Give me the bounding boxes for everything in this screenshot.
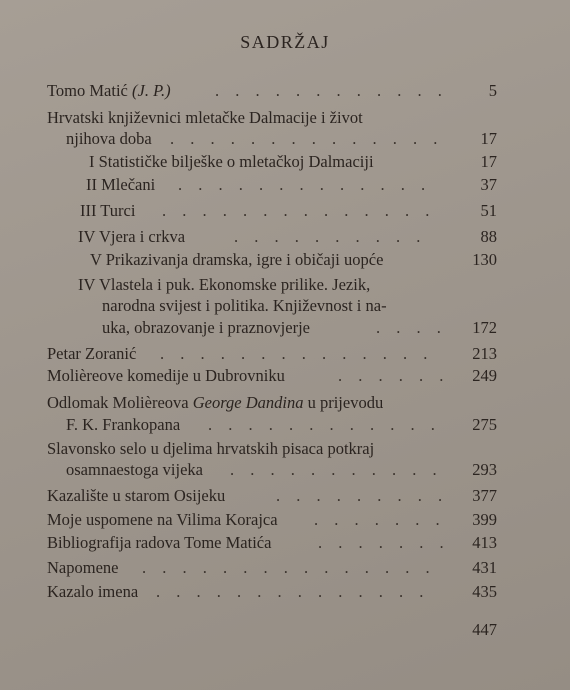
toc-page-number: 5 bbox=[488, 81, 497, 100]
toc-entry-title: Kazalište u starom Osijeku bbox=[47, 486, 226, 505]
dot-leader: . . . . . . . bbox=[318, 533, 450, 552]
toc-entry-italic-title: George Dandina bbox=[192, 393, 304, 412]
toc-entry-title: I Statističke bilješke o mletačkoj Dalmaciji bbox=[89, 152, 374, 171]
dot-leader: . . . . . . . . . . . . . . bbox=[160, 344, 434, 363]
toc-entry-title: II Mlečani bbox=[86, 175, 156, 194]
toc-entry-author: (J. P.) bbox=[132, 81, 171, 100]
toc-entry-title: IV Vlastela i puk. Ekonomske prilike. Jezik, bbox=[78, 275, 371, 294]
toc-entry-title: uka, obrazovanje i praznovjerje bbox=[102, 318, 310, 337]
toc-entry-title: Hrvatski književnici mletačke Dalmacije i život bbox=[47, 108, 363, 127]
toc-entry-title: njihova doba bbox=[66, 129, 152, 148]
toc-page-number: 17 bbox=[480, 129, 497, 148]
toc-page-number: 249 bbox=[472, 366, 497, 385]
toc-entry-title: V Prikazivanja dramska, igre i običaji uopće bbox=[90, 250, 384, 269]
dot-leader: . . . . . . . . . . . . . . bbox=[170, 129, 444, 148]
toc-entry-title-end: u prijevodu bbox=[307, 393, 384, 412]
dot-leader: . . . . . . bbox=[338, 366, 450, 385]
toc-entry-title: Kazalo imena bbox=[47, 582, 139, 601]
toc-page-number: 130 bbox=[472, 250, 497, 269]
dot-leader: . . . . . . . . . . . . bbox=[215, 81, 448, 100]
dot-leader: . . . . . . . bbox=[314, 510, 446, 529]
dot-leader: . . . . . . . . . . . . . bbox=[178, 175, 432, 194]
dot-leader: . . . . . . . . . . . . bbox=[208, 415, 441, 434]
toc-page-number: 293 bbox=[472, 460, 497, 479]
dot-leader: . . . . . . . . . . . . . . bbox=[156, 582, 430, 601]
toc-entry-title: Bibliografija radova Tome Matića bbox=[47, 533, 272, 552]
toc-entry-title: Petar Zoranić bbox=[47, 344, 137, 363]
toc-entry-title: IV Vjera i crkva bbox=[78, 227, 186, 246]
toc-entry-title: Molièreove komedije u Dubrovniku bbox=[47, 366, 285, 385]
page-number: 447 bbox=[472, 620, 497, 639]
toc-entry-title: F. K. Frankopana bbox=[66, 415, 181, 434]
toc-entry-title: Napomene bbox=[47, 558, 119, 577]
dot-leader: . . . . bbox=[376, 318, 447, 337]
toc-page-number: 377 bbox=[472, 486, 497, 505]
toc-page-number: 17 bbox=[480, 152, 497, 171]
toc-entry-title: osamnaestoga vijeka bbox=[66, 460, 203, 479]
dot-leader: . . . . . . . . . . . . . . bbox=[162, 201, 436, 220]
dot-leader: . . . . . . . . . bbox=[276, 486, 449, 505]
toc-page-number: 88 bbox=[480, 227, 497, 246]
toc-page-number: 399 bbox=[472, 510, 497, 529]
toc-entry-title: III Turci bbox=[80, 201, 136, 220]
toc-page-number: 435 bbox=[472, 582, 497, 601]
toc-page-number: 431 bbox=[472, 558, 497, 577]
toc-page-number: 413 bbox=[472, 533, 497, 552]
toc-entry-title: narodna svijest i politika. Književnost i na- bbox=[102, 296, 387, 315]
toc-entry-title: Slavonsko selo u djelima hrvatskih pisaca potkraj bbox=[47, 439, 375, 458]
dot-leader: . . . . . . . . . . bbox=[234, 227, 427, 246]
toc-entry-title: Tomo Matić bbox=[47, 81, 128, 100]
page-title: SADRŽAJ bbox=[240, 32, 330, 52]
toc-entry-title: Odlomak Molièreova bbox=[47, 393, 189, 412]
dot-leader: . . . . . . . . . . . bbox=[230, 460, 443, 479]
toc-page-number: 37 bbox=[480, 175, 497, 194]
toc-page-number: 275 bbox=[472, 415, 497, 434]
toc-page-number: 213 bbox=[472, 344, 497, 363]
toc-page-number: 51 bbox=[480, 201, 497, 220]
toc-entry-title: Moje uspomene na Vilima Korajca bbox=[47, 510, 278, 529]
toc-page-number: 172 bbox=[472, 318, 497, 337]
dot-leader: . . . . . . . . . . . . . . . bbox=[142, 558, 436, 577]
